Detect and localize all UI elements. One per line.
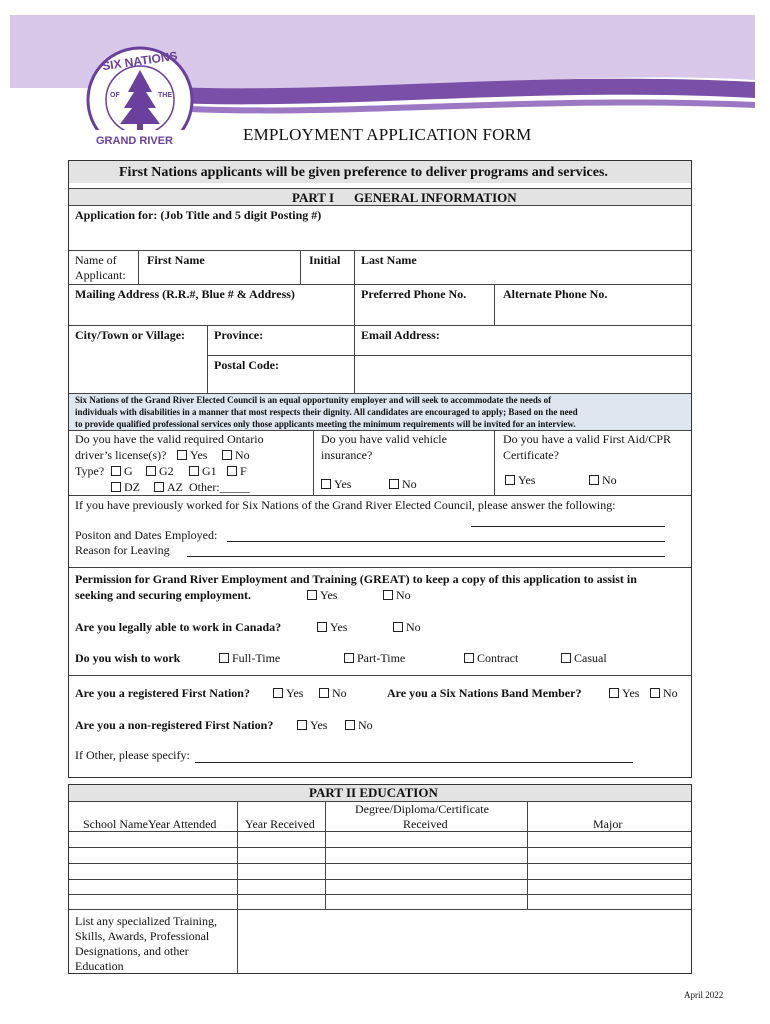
logo-text-of: OF bbox=[110, 92, 120, 99]
wish-to-work-label: Do you wish to work bbox=[75, 651, 181, 665]
license-yes-option[interactable]: Yes bbox=[177, 448, 207, 463]
postal-code-label: Postal Code: bbox=[214, 358, 279, 372]
checkbox-icon bbox=[154, 482, 164, 492]
specialized-line3: Designations, and other bbox=[75, 944, 189, 958]
non-registered-fn-label: Are you a non-registered First Nation? bbox=[75, 718, 274, 732]
checkbox-icon bbox=[345, 720, 355, 730]
checkbox-icon bbox=[227, 466, 237, 476]
preferred-phone-label: Preferred Phone No. bbox=[361, 287, 467, 301]
legally-no-option[interactable]: No bbox=[393, 620, 421, 635]
checkbox-icon bbox=[319, 688, 329, 698]
position-dates-label: Positon and Dates Employed: bbox=[75, 528, 218, 542]
school-name-header: School NameYear Attended bbox=[83, 817, 217, 831]
legally-able-label: Are you legally able to work in Canada? bbox=[75, 620, 282, 634]
form-title: EMPLOYMENT APPLICATION FORM bbox=[243, 125, 532, 144]
if-other-field[interactable] bbox=[195, 762, 633, 763]
logo-text-bottom: GRAND RIVER bbox=[96, 135, 174, 147]
checkbox-icon bbox=[111, 482, 121, 492]
previous-worked-text: If you have previously worked for Six Nations of the Grand River Elected Council, please answer the following: bbox=[75, 498, 616, 512]
casual-option[interactable]: Casual bbox=[561, 651, 607, 666]
great-permission-line1: Permission for Grand River Employment and Training (GREAT) to keep a copy of this application to assist in bbox=[75, 572, 637, 586]
equal-opportunity-line1: Six Nations of the Grand River Elected Council is an equal opportunity employer and will seek to accommodate the needs of bbox=[75, 395, 552, 405]
license-question-line1: Do you have the valid required Ontario bbox=[75, 432, 264, 446]
type-g2-option[interactable]: G2 bbox=[146, 464, 174, 479]
license-question-line2: driver’s license(s)? bbox=[75, 448, 167, 462]
first-name-label: First Name bbox=[147, 253, 205, 267]
year-received-header: Year Received bbox=[245, 817, 315, 831]
checkbox-icon bbox=[561, 653, 571, 663]
band-member-label: Are you a Six Nations Band Member? bbox=[387, 686, 582, 700]
checkbox-icon bbox=[464, 653, 474, 663]
previous-worked-line[interactable] bbox=[471, 526, 665, 527]
vehicle-no-option[interactable]: No bbox=[389, 477, 417, 492]
checkbox-icon bbox=[383, 590, 393, 600]
checkbox-icon bbox=[177, 450, 187, 460]
alternate-phone-label: Alternate Phone No. bbox=[503, 287, 608, 301]
firstaid-no-option[interactable]: No bbox=[589, 473, 617, 488]
part1-subheading: GENERAL INFORMATION bbox=[354, 190, 517, 205]
great-permission-line2: seeking and securing employment. bbox=[75, 588, 252, 602]
footer-date: April 2022 bbox=[684, 990, 724, 1000]
reason-leaving-label: Reason for Leaving bbox=[75, 543, 170, 557]
checkbox-icon bbox=[505, 475, 515, 485]
part-time-option[interactable]: Part-Time bbox=[344, 651, 405, 666]
checkbox-icon bbox=[297, 720, 307, 730]
application-for-label: Application for: (Job Title and 5 digit Posting #) bbox=[75, 208, 322, 222]
application-for-field[interactable] bbox=[75, 221, 675, 247]
type-f-option[interactable]: F bbox=[227, 464, 247, 479]
part2-education-table bbox=[68, 784, 692, 974]
part2-heading: PART II EDUCATION bbox=[309, 785, 438, 800]
checkbox-icon bbox=[321, 479, 331, 489]
checkbox-icon bbox=[307, 590, 317, 600]
logo bbox=[88, 48, 192, 152]
non-registered-yes-option[interactable]: Yes bbox=[297, 718, 327, 733]
part1-form bbox=[68, 160, 692, 778]
equal-opportunity-line3: to provide qualified professional services only those applicants meeting the minimum requirements will be invited for an interview. bbox=[75, 419, 576, 429]
education-row-1[interactable] bbox=[69, 832, 691, 847]
license-no-option[interactable]: No bbox=[222, 448, 250, 463]
checkbox-icon bbox=[609, 688, 619, 698]
major-header: Major bbox=[593, 817, 623, 831]
degree-header-line2: Received bbox=[403, 817, 448, 831]
email-label: Email Address: bbox=[361, 328, 440, 342]
checkbox-icon bbox=[344, 653, 354, 663]
vehicle-question-line1: Do you have valid vehicle bbox=[321, 432, 447, 446]
type-az-option[interactable]: AZ bbox=[154, 480, 183, 495]
contract-option[interactable]: Contract bbox=[464, 651, 518, 666]
firstaid-question-line2: Certificate? bbox=[503, 448, 559, 462]
name-of-applicant-line1: Name of bbox=[75, 253, 117, 267]
band-no-option[interactable]: No bbox=[650, 686, 678, 701]
type-g-option[interactable]: G bbox=[111, 464, 133, 479]
specialized-line2: Skills, Awards, Professional bbox=[75, 929, 210, 943]
legally-yes-option[interactable]: Yes bbox=[317, 620, 347, 635]
vehicle-question-line2: insurance? bbox=[321, 448, 373, 462]
preference-notice: First Nations applicants will be given preference to deliver programs and services. bbox=[119, 165, 608, 180]
checkbox-icon bbox=[393, 622, 403, 632]
registered-yes-option[interactable]: Yes bbox=[273, 686, 303, 701]
education-row-3[interactable] bbox=[69, 864, 691, 879]
equal-opportunity-line2: individuals with disabilities in a manner that most respects their dignity. All candidates are encouraged to apply; Based on the need bbox=[75, 407, 578, 417]
full-time-option[interactable]: Full-Time bbox=[219, 651, 280, 666]
specialized-line1: List any specialized Training, bbox=[75, 914, 217, 928]
mailing-address-label: Mailing Address (R.R.#, Blue # & Address) bbox=[75, 287, 295, 301]
part1-heading: PART I bbox=[292, 190, 335, 205]
province-label: Province: bbox=[214, 328, 264, 342]
education-row-4[interactable] bbox=[69, 880, 691, 894]
checkbox-icon bbox=[273, 688, 283, 698]
initial-label: Initial bbox=[309, 253, 341, 267]
position-dates-field[interactable] bbox=[227, 541, 665, 542]
great-yes-option[interactable]: Yes bbox=[307, 588, 337, 603]
checkbox-icon bbox=[589, 475, 599, 485]
checkbox-icon bbox=[111, 466, 121, 476]
non-registered-no-option[interactable]: No bbox=[345, 718, 373, 733]
great-no-option[interactable]: No bbox=[383, 588, 411, 603]
type-g1-option[interactable]: G1 bbox=[189, 464, 217, 479]
logo-text-top: SIX NATIONS bbox=[101, 48, 179, 74]
last-name-label: Last Name bbox=[361, 253, 417, 267]
reason-leaving-field[interactable] bbox=[187, 556, 665, 557]
education-row-2[interactable] bbox=[69, 848, 691, 863]
registered-fn-label: Are you a registered First Nation? bbox=[75, 686, 250, 700]
band-yes-option[interactable]: Yes bbox=[609, 686, 639, 701]
specialized-training-field[interactable] bbox=[239, 911, 689, 971]
checkbox-icon bbox=[219, 653, 229, 663]
checkbox-icon bbox=[317, 622, 327, 632]
firstaid-question-line1: Do you have a valid First Aid/CPR bbox=[503, 432, 671, 446]
checkbox-icon bbox=[146, 466, 156, 476]
firstaid-yes-option[interactable]: Yes bbox=[505, 473, 535, 488]
logo-text-the: THE bbox=[158, 92, 172, 99]
vehicle-yes-option[interactable]: Yes bbox=[321, 477, 351, 492]
checkbox-icon bbox=[189, 466, 199, 476]
checkbox-icon bbox=[389, 479, 399, 489]
city-label: City/Town or Village: bbox=[75, 328, 186, 342]
education-row-5[interactable] bbox=[69, 895, 691, 909]
degree-header-line1: Degree/Diploma/Certificate bbox=[355, 802, 489, 816]
type-label: Type? bbox=[75, 464, 105, 478]
type-dz-option[interactable]: DZ bbox=[111, 480, 140, 495]
checkbox-icon bbox=[650, 688, 660, 698]
checkbox-icon bbox=[222, 450, 232, 460]
specialized-line4: Education bbox=[75, 959, 124, 973]
type-other-field[interactable]: Other:_____ bbox=[189, 480, 250, 494]
if-other-label: If Other, please specify: bbox=[75, 748, 190, 762]
registered-no-option[interactable]: No bbox=[319, 686, 347, 701]
name-of-applicant-line2: Applicant: bbox=[75, 268, 126, 282]
